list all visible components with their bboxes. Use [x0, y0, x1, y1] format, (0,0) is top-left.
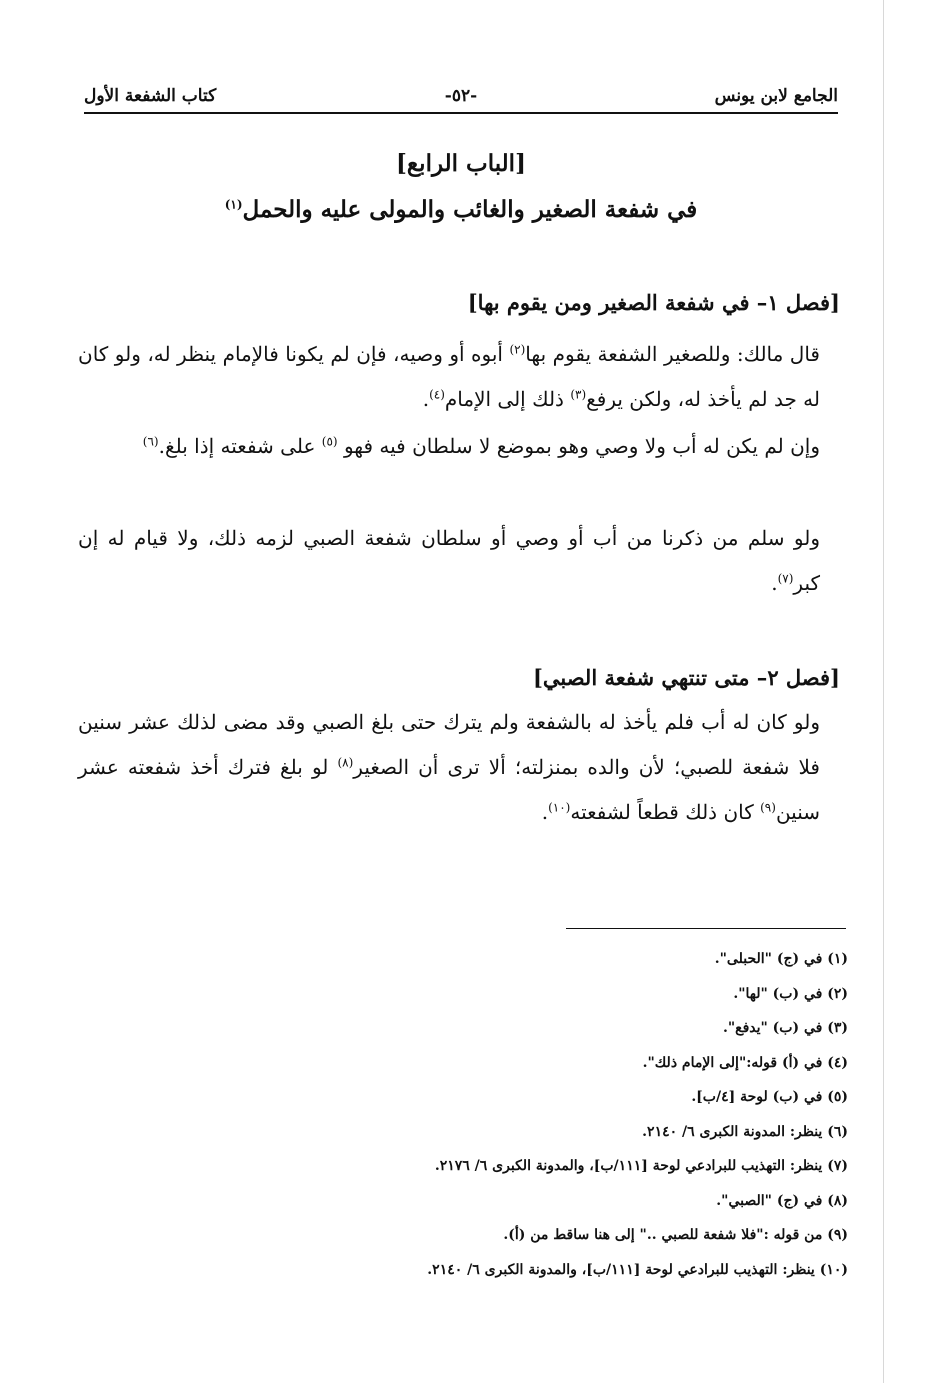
chapter-title: [الباب الرابع]	[396, 150, 526, 177]
paragraph-text: ولو كان له أب فلم يأخذ له بالشفعة ولم يترك حتى بلغ الصبي وقد مضى لذلك عشر سنين فلا شفعة للصبي؛ لأن والده بمنزلته؛ ألا ترى أن الصغير	[78, 710, 820, 779]
chapter-subtitle-text: في شفعة الصغير والغائب والمولى عليه والحمل	[242, 196, 698, 223]
page-number: -٥٢-	[444, 86, 478, 106]
footnote: (٦) ينظر: المدونة الكبرى ٦/ ٢١٤٠.	[642, 1123, 848, 1140]
footnote-ref: (٤)	[429, 387, 445, 402]
footnote-ref: (٩)	[760, 800, 776, 815]
footnote: (١٠) ينظر: التهذيب للبرادعي لوحة [١١١/ب]، والمدونة الكبرى ٦/ ٢١٤٠.	[427, 1261, 848, 1278]
paragraph-text: على شفعته إذا بلغ.	[158, 434, 322, 458]
paragraph-text: وإن لم يكن له أب ولا وصي وهو بموضع لا سلطان فيه فهو	[337, 434, 820, 458]
footnote: (٨) في (ج) "الصبي".	[716, 1192, 848, 1209]
footnote-ref: (٣)	[570, 387, 587, 402]
header-book-title: الجامع لابن يونس	[714, 86, 838, 106]
paragraph	[78, 332, 820, 422]
footnote-ref: (٦)	[142, 434, 159, 449]
paragraph-text: كان ذلك قطعاً لشفعته	[570, 800, 761, 824]
footnote-ref: (١٠)	[548, 800, 571, 815]
paragraph-text: قال مالك: وللصغير الشفعة يقوم بها	[525, 342, 820, 366]
footnote: (١) في (ج) "الحبلى".	[714, 951, 848, 967]
paragraph-text: لو بلغ فترك أخذ شفعته عشر سنين	[78, 755, 820, 824]
paragraph-text: ذلك إلى الإمام	[444, 387, 571, 411]
paragraph-text: أبوه أو وصيه، فإن لم يكونا فالإمام ينظر له، ولو كان له جد لم يأخذ له، ولكن يرفع	[78, 342, 820, 411]
footnote-ref: (٥)	[321, 434, 338, 449]
paragraph	[78, 700, 820, 835]
footnote: (٣) في (ب) "يدفع".	[722, 1020, 848, 1036]
footnote: (٥) في (ب) لوحة [٤/ب].	[691, 1089, 848, 1105]
footnote: (٢) في (ب) "لها".	[733, 985, 848, 1002]
chapter-subtitle	[84, 196, 838, 223]
footnote: (٧) ينظر: التهذيب للبرادعي لوحة [١١١/ب]، والمدونة الكبرى ٦/ ٢١٧٦.	[434, 1158, 848, 1174]
section-heading-1: [فصل ١– في شفعة الصغير ومن يقوم بها]	[467, 290, 840, 315]
paragraph-text: .	[541, 800, 549, 824]
footnote-ref: (١)	[224, 197, 243, 212]
footnote-ref: (٢)	[509, 342, 526, 357]
page-edge-line	[883, 0, 884, 1383]
paragraph-text: .	[771, 571, 778, 595]
header-section-title: كتاب الشفعة الأول	[84, 86, 217, 106]
section-heading-2: [فصل ٢– متى تنتهي شفعة الصبي]	[532, 665, 840, 690]
footnote: (٩) من قوله :"فلا شفعة للصبي .." إلى هنا ساقط من (أ).	[503, 1227, 848, 1243]
paragraph-text: .	[422, 387, 430, 411]
footnote-ref: (٧)	[777, 571, 794, 586]
paragraph	[78, 516, 820, 606]
footnote: (٤) في (أ) قوله:"إلى الإمام ذلك".	[642, 1054, 848, 1071]
running-header	[84, 82, 838, 114]
paragraph-text: ولو سلم من ذكرنا من أب أو وصي أو سلطان شفعة الصبي لزمه ذلك، ولا قيام له إن كبر	[78, 526, 820, 595]
footnote-ref: (٨)	[337, 755, 354, 770]
footnote-separator	[566, 928, 846, 929]
footnotes	[288, 942, 848, 1287]
paragraph	[78, 424, 820, 469]
